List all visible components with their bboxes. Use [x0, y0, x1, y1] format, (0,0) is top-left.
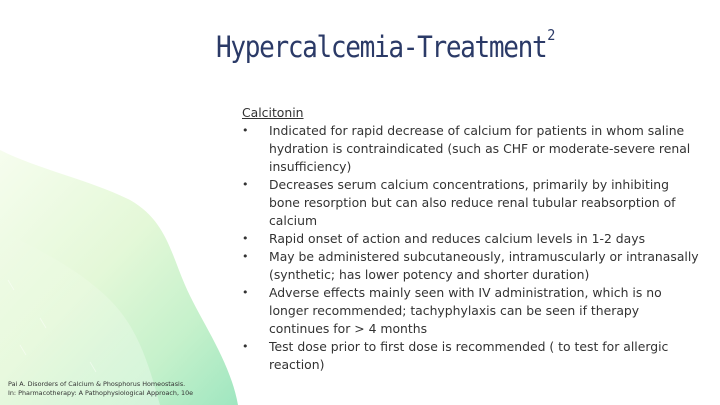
list-item [242, 248, 700, 284]
section-heading: Calcitonin [242, 105, 304, 120]
bullet-text: Rapid onset of action and reduces calcium levels in 1-2 days [269, 231, 646, 246]
citation [8, 380, 193, 398]
bullet-dot: • [242, 232, 249, 245]
slide-title-text: Hypercalcemia-Treatment [216, 30, 547, 64]
list-item [242, 230, 700, 248]
list-item [242, 176, 700, 230]
citation-line: Pai A. Disorders of Calcium & Phosphorus Homeostasis. [8, 380, 186, 388]
bullet-dot: • [242, 286, 249, 299]
bullet-text: May be administered subcutaneously, intramuscularly or intranasally (synthetic; has lower potency and shorter duration) [269, 249, 699, 282]
citation-line: In: Pharmacotherapy: A Pathophysiological Approach, 10e [8, 389, 194, 397]
bullet-dot: • [242, 124, 249, 137]
bullet-dot: • [242, 250, 249, 263]
list-item [242, 122, 700, 176]
bullet-text: Decreases serum calcium concentrations, primarily by inhibiting bone resorption but can also reduce renal tubular reabsorption of calcium [269, 177, 676, 228]
slide-title [216, 26, 555, 64]
bullet-text: Indicated for rapid decrease of calcium for patients in whom saline hydration is contraindicated (such as CHF or moderate-severe renal insufficiency) [269, 123, 691, 174]
list-item [242, 284, 700, 338]
list-item [242, 338, 700, 374]
bullet-text: Test dose prior to first dose is recommended ( to test for allergic reaction) [269, 339, 669, 372]
bullet-dot: • [242, 178, 249, 191]
bullet-text: Adverse effects mainly seen with IV administration, which is no longer recommended; tachyphylaxis can be seen if therapy continues for > 4 months [269, 285, 662, 336]
title-superscript: 2 [547, 26, 555, 44]
bullet-dot: • [242, 340, 249, 353]
bullet-list [242, 122, 700, 374]
slide-content [242, 104, 700, 374]
